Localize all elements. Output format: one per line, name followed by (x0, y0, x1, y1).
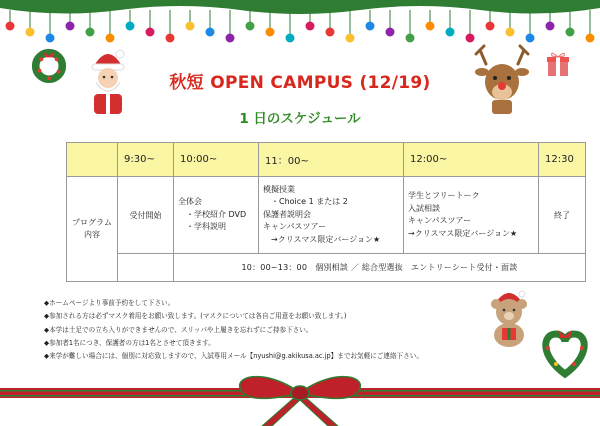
garland-bulb (446, 28, 455, 37)
garland-bulb (106, 34, 115, 43)
garland-bulb (26, 28, 35, 37)
garland-bulb (86, 28, 95, 37)
santa-icon (86, 44, 130, 116)
garland-bulb (126, 22, 135, 31)
time-cell: 9:30~ (118, 143, 174, 177)
program-row (67, 177, 586, 254)
note-item: ◆来学が難しい場合には、個別に対応致しますので、入試専用メール【nyushi@g.akikusa.ac.jp】までお気軽にご連絡下さい。 (44, 352, 423, 361)
garland-bulb (526, 34, 535, 43)
ribbon-bow-icon (0, 372, 600, 426)
note-item: ◆ホームページより事前予約をして下さい。 (44, 299, 175, 307)
time-cell: 10:00~ (174, 143, 259, 177)
garland-bulb (466, 34, 475, 43)
garland-bulb (326, 28, 335, 37)
wreath-icon (30, 46, 68, 84)
end-cell: 終了 (539, 177, 586, 254)
garland-bulb (486, 22, 495, 31)
consultation-row (67, 254, 586, 282)
page-title: 秋短 OPEN CAMPUS (12/19) (169, 73, 431, 93)
garland-bulb (566, 28, 575, 37)
garland-bulb (46, 34, 55, 43)
garland-bulb (66, 22, 75, 31)
teddy-bear-icon (482, 288, 536, 348)
garland-bulb (506, 28, 515, 37)
note-item: ◆参加される方は必ずマスク着用をお願い致します。(マスクについては各自ご用意をお願い致します。) (44, 312, 347, 321)
note-item: ◆本学は土足での立ち入りができませんので、スリッパや上履きを忘れずにご持参下さい。 (44, 325, 313, 334)
garland-bulb (6, 22, 15, 31)
time-cell: 12:30 (539, 143, 586, 177)
garland-bulb (346, 34, 355, 43)
garland-bulb (426, 22, 435, 31)
garland-bulb (286, 34, 295, 43)
time-cell: 12:00~ (404, 143, 539, 177)
page-subtitle: 1 日のスケジュール (239, 111, 361, 127)
schedule-table (66, 142, 586, 282)
garland-bulb (226, 34, 235, 43)
garland-bulb (246, 22, 255, 31)
garland-bulb (406, 34, 415, 43)
plenary-block: 全体会 ・学校紹介 DVD ・学科説明 (174, 177, 259, 254)
empty-cell (118, 254, 174, 282)
garland-bulb (186, 22, 195, 31)
corner-cell (67, 143, 118, 177)
garland-bulb (266, 28, 275, 37)
consultation-note: 10：00~13：00 個別相談 ／ 総合型選抜 エントリーシート受付・面談 (174, 254, 586, 282)
garland-bulb (146, 28, 155, 37)
garland-icon (0, 0, 600, 50)
reindeer-icon (470, 44, 534, 116)
garland-bulb (306, 22, 315, 31)
free-talk-block: 学生とフリートーク 入試相談 キャンパスツアー →クリスマス限定バージョン★ (404, 177, 539, 254)
garland-bulb (586, 34, 595, 43)
gift-icon (546, 50, 570, 78)
garland-bulb (366, 22, 375, 31)
garland-bulb (206, 28, 215, 37)
time-header-row (67, 143, 586, 177)
time-cell: 11：00~ (259, 143, 404, 177)
mock-class-block: 模擬授業 ・Choice 1 または 2 保護者説明会 キャンパスツアー →クリスマス限定バージョン★ (259, 177, 404, 254)
reception-cell: 受付開始 (118, 177, 174, 254)
garland-bulb (546, 22, 555, 31)
garland-bulb (166, 34, 175, 43)
note-item: ◆参加者1名につき、保護者の方は1名とさせて頂きます。 (44, 338, 215, 347)
notes-list (44, 297, 514, 363)
garland-bulb (386, 28, 395, 37)
row-label: プログラム 内容 (67, 177, 118, 282)
